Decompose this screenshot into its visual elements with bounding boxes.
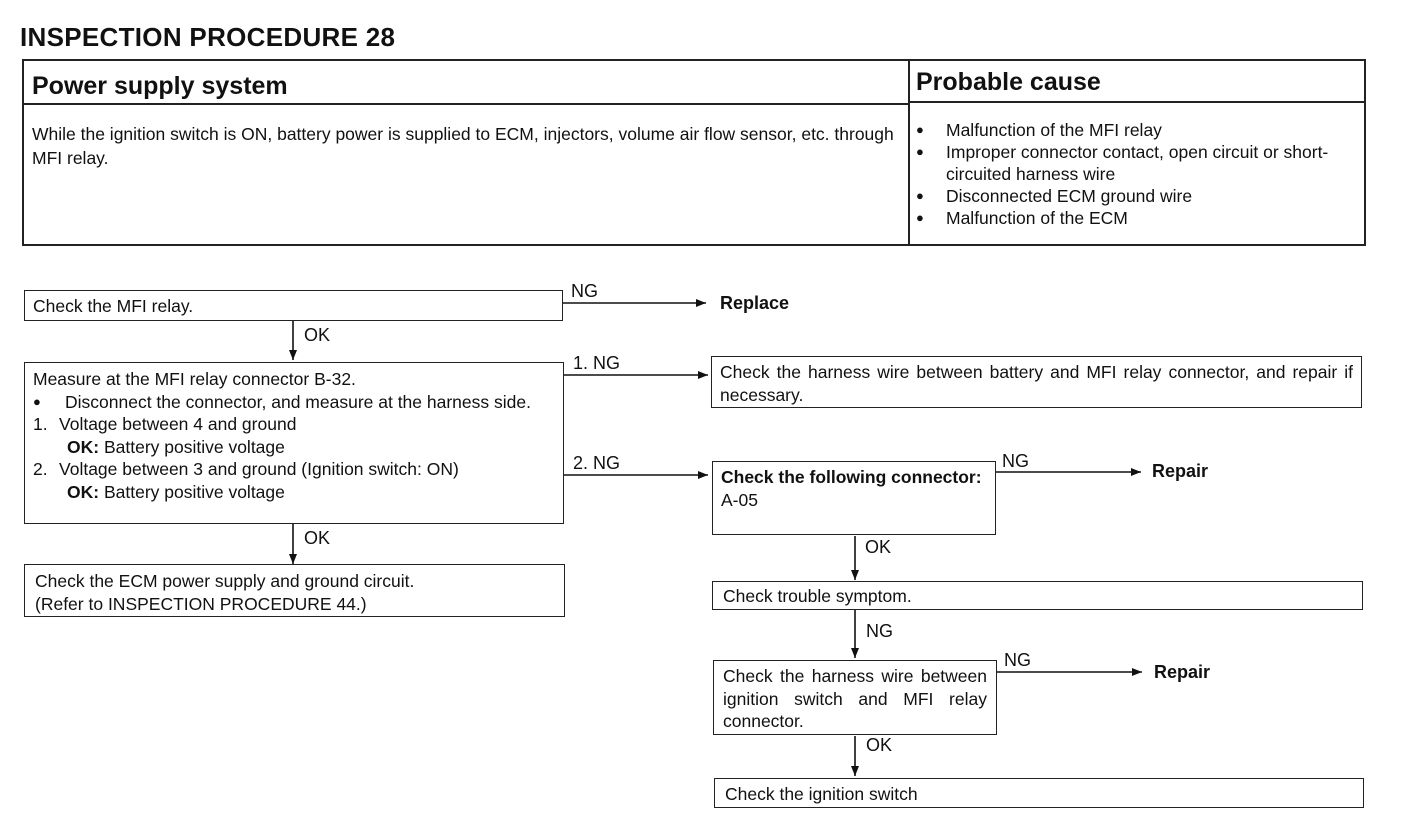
ok-label: OK [304,325,331,345]
check-harness-ignition-box [713,660,997,735]
page-title: INSPECTION PROCEDURE 28 [20,22,396,52]
repair-result: Repair [1152,461,1209,481]
check-connector-text: Check the following connector: [721,467,982,487]
ok-label: OK [866,735,893,755]
ok-value: Battery positive voltage [103,481,285,502]
check-mfi-relay-text: Check the MFI relay. [33,296,194,316]
step-1-text: Voltage between 4 and ground [59,414,297,434]
measure-relay-box [24,362,564,524]
ecm-line-2: (Refer to INSPECTION PROCEDURE 44.) [35,593,367,614]
ng-label: NG [571,281,598,301]
ok-value: Battery positive voltage [103,436,285,457]
replace-result: Replace [720,293,790,313]
ok-key: OK: [67,436,100,457]
ecm-line-1: Check the ECM power supply and ground circuit. [35,571,415,591]
cause-item: ● Malfunction of the MFI relay [914,119,1358,141]
system-description: While the ignition switch is ON, battery power is supplied to ECM, injectors, volume air flow sensor, etc. through MFI relay. [32,124,894,168]
measure-step-2 [33,458,555,481]
step-2-ok [33,481,555,504]
measure-bullet: ● Disconnect the connector, and measure at the harness side. [33,391,555,414]
cause-header: Probable cause [910,61,1364,103]
step-2-text: Voltage between 3 and ground (Ignition switch: ON) [59,459,459,479]
check-mfi-relay-box [24,290,563,321]
check-trouble-text: Check trouble symptom. [723,586,912,606]
step-2-number: 2. [33,459,48,479]
ok-label: OK [865,537,892,557]
cause-item: ● Malfunction of the ECM [914,207,1358,229]
check-harness-ignition-text: Check the harness wire between ignition switch and MFI relay connector. [723,666,987,731]
check-harness-battery-box [711,356,1362,408]
measure-step-1 [33,413,555,436]
step-1-ok [33,436,555,459]
system-header: Power supply system [24,61,908,105]
ng2-label: 2. NG [573,453,621,473]
repair-result: Repair [1154,662,1211,682]
ng-label: NG [1004,650,1031,670]
ng1-label: 1. NG [573,353,621,373]
check-ignition-switch-text: Check the ignition switch [725,784,918,804]
check-ecm-box [24,564,565,617]
check-harness-battery-text: Check the harness wire between battery and MFI relay connector, and repair if necessary. [720,362,1353,405]
check-trouble-box [712,581,1363,610]
ok-key: OK: [67,481,100,502]
connector-id: A-05 [721,489,758,510]
cause-item: ● Improper connector contact, open circuit or short-circuited harness wire [914,141,1358,185]
cause-item: ● Disconnected ECM ground wire [914,185,1358,207]
check-ignition-switch-box [714,778,1364,808]
step-1-number: 1. [33,414,48,434]
check-connector-box [712,461,996,535]
ng-label: NG [1002,451,1029,471]
ng-label: NG [866,621,893,641]
measure-heading: Measure at the MFI relay connector B-32. [33,369,356,389]
ok-label: OK [304,528,331,548]
